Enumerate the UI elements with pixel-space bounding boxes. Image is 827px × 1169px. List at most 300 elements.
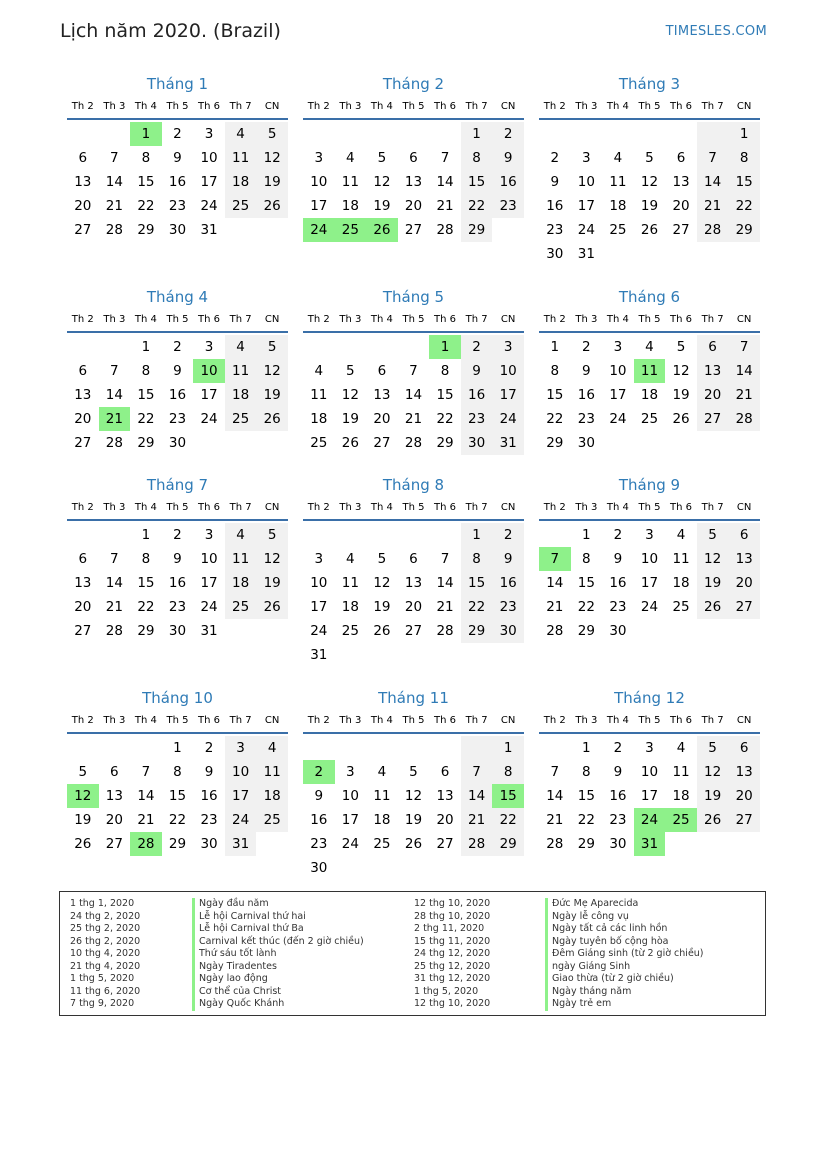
day-cell[interactable]: 26: [672, 411, 690, 427]
day-cell[interactable]: 2: [204, 740, 214, 756]
day-cell[interactable]: 2: [173, 126, 182, 142]
day-cell[interactable]: 27: [697, 407, 729, 431]
day-cell[interactable]: 8: [141, 551, 151, 567]
day-cell[interactable]: 16: [492, 571, 524, 595]
day-cell[interactable]: 21: [436, 198, 454, 214]
day-cell[interactable]: 6: [676, 150, 686, 166]
day-cell[interactable]: 11: [672, 551, 690, 567]
day-cell[interactable]: 16: [609, 575, 627, 591]
day-cell[interactable]: 17: [341, 812, 359, 828]
day-cell[interactable]: 23: [546, 222, 564, 238]
day-cell[interactable]: 7: [110, 150, 119, 166]
day-cell[interactable]: 12: [697, 760, 729, 784]
day-cell[interactable]: 14: [105, 575, 123, 591]
day-cell[interactable]: 10: [310, 174, 328, 190]
day-cell[interactable]: 26: [366, 218, 398, 242]
day-cell[interactable]: 20: [728, 571, 760, 595]
day-cell[interactable]: 18: [341, 198, 359, 214]
day-cell[interactable]: 20: [404, 198, 423, 214]
day-cell[interactable]: 3: [492, 335, 524, 359]
day-cell[interactable]: 20: [672, 198, 690, 214]
day-cell[interactable]: 28: [436, 623, 454, 639]
day-cell[interactable]: 30: [168, 222, 187, 238]
day-cell[interactable]: 21: [697, 194, 729, 218]
day-cell[interactable]: 5: [256, 122, 288, 146]
site-link[interactable]: TIMESLES.COM: [665, 24, 767, 39]
day-cell[interactable]: 1: [492, 736, 524, 760]
day-cell[interactable]: 2: [461, 335, 493, 359]
day-cell[interactable]: 1: [141, 339, 151, 355]
day-cell[interactable]: 13: [728, 760, 760, 784]
day-cell[interactable]: 29: [728, 218, 760, 242]
day-cell[interactable]: 11: [341, 174, 359, 190]
day-cell[interactable]: 13: [74, 387, 92, 403]
day-cell[interactable]: 30: [168, 435, 187, 451]
day-cell[interactable]: 4: [225, 335, 257, 359]
day-cell[interactable]: 15: [137, 174, 155, 190]
day-cell[interactable]: 21: [105, 599, 123, 615]
day-cell[interactable]: 10: [640, 764, 659, 780]
day-cell[interactable]: 4: [346, 150, 355, 166]
day-cell[interactable]: 30: [609, 623, 627, 639]
day-cell[interactable]: 8: [728, 146, 760, 170]
day-cell[interactable]: 15: [577, 575, 595, 591]
day-cell[interactable]: 18: [373, 812, 391, 828]
day-cell[interactable]: 3: [645, 740, 654, 756]
day-cell[interactable]: 20: [74, 411, 92, 427]
day-cell[interactable]: 28: [728, 407, 760, 431]
day-cell[interactable]: 5: [78, 764, 88, 780]
day-cell[interactable]: 8: [141, 363, 151, 379]
day-cell[interactable]: 18: [341, 599, 359, 615]
day-cell[interactable]: 21: [105, 198, 123, 214]
day-cell[interactable]: 24: [200, 411, 218, 427]
day-cell[interactable]: 17: [640, 575, 659, 591]
day-cell[interactable]: 3: [204, 527, 214, 543]
day-cell[interactable]: 16: [310, 812, 328, 828]
day-cell[interactable]: 11: [256, 760, 288, 784]
day-cell[interactable]: 15: [577, 788, 595, 804]
day-cell[interactable]: 4: [676, 740, 686, 756]
day-cell[interactable]: 19: [640, 198, 659, 214]
day-cell[interactable]: 13: [697, 359, 729, 383]
day-cell[interactable]: 17: [200, 174, 218, 190]
day-cell[interactable]: 13: [74, 575, 92, 591]
day-cell[interactable]: 12: [373, 174, 391, 190]
day-cell[interactable]: 14: [546, 788, 564, 804]
day-cell[interactable]: 6: [728, 736, 760, 760]
day-cell[interactable]: 10: [341, 788, 359, 804]
day-cell[interactable]: 3: [346, 764, 355, 780]
day-cell[interactable]: 15: [137, 575, 155, 591]
day-cell[interactable]: 18: [672, 788, 690, 804]
day-cell[interactable]: 25: [335, 218, 367, 242]
day-cell[interactable]: 16: [546, 198, 564, 214]
day-cell[interactable]: 2: [613, 740, 623, 756]
day-cell[interactable]: 4: [377, 764, 387, 780]
day-cell[interactable]: 15: [492, 784, 524, 808]
day-cell[interactable]: 27: [74, 623, 92, 639]
day-cell[interactable]: 14: [404, 387, 423, 403]
day-cell[interactable]: 14: [137, 788, 155, 804]
day-cell[interactable]: 2: [173, 527, 182, 543]
day-cell[interactable]: 30: [577, 435, 595, 451]
day-cell[interactable]: 24: [303, 218, 335, 242]
day-cell[interactable]: 9: [204, 764, 214, 780]
day-cell[interactable]: 24: [634, 808, 666, 832]
day-cell[interactable]: 22: [137, 599, 155, 615]
day-cell[interactable]: 10: [200, 150, 218, 166]
day-cell[interactable]: 11: [225, 547, 257, 571]
day-cell[interactable]: 9: [492, 146, 524, 170]
day-cell[interactable]: 26: [373, 623, 391, 639]
day-cell[interactable]: 18: [225, 170, 257, 194]
day-cell[interactable]: 7: [440, 150, 450, 166]
day-cell[interactable]: 21: [728, 383, 760, 407]
day-cell[interactable]: 5: [676, 339, 686, 355]
day-cell[interactable]: 17: [492, 383, 524, 407]
day-cell[interactable]: 20: [436, 812, 454, 828]
day-cell[interactable]: 9: [173, 551, 182, 567]
day-cell[interactable]: 19: [697, 784, 729, 808]
day-cell[interactable]: 12: [640, 174, 659, 190]
day-cell[interactable]: 13: [672, 174, 690, 190]
day-cell[interactable]: 13: [436, 788, 454, 804]
day-cell[interactable]: 29: [492, 832, 524, 856]
day-cell[interactable]: 28: [404, 435, 423, 451]
day-cell[interactable]: 2: [492, 523, 524, 547]
day-cell[interactable]: 25: [665, 808, 697, 832]
day-cell[interactable]: 8: [440, 363, 450, 379]
day-cell[interactable]: 26: [697, 808, 729, 832]
day-cell[interactable]: 6: [728, 523, 760, 547]
day-cell[interactable]: 16: [168, 174, 187, 190]
day-cell[interactable]: 1: [130, 122, 162, 146]
day-cell[interactable]: 5: [697, 736, 729, 760]
day-cell[interactable]: 2: [173, 339, 182, 355]
day-cell[interactable]: 16: [461, 383, 493, 407]
day-cell[interactable]: 12: [404, 788, 423, 804]
day-cell[interactable]: 29: [168, 836, 187, 852]
day-cell[interactable]: 4: [225, 122, 257, 146]
day-cell[interactable]: 18: [225, 383, 257, 407]
day-cell[interactable]: 18: [672, 575, 690, 591]
day-cell[interactable]: 18: [256, 784, 288, 808]
day-cell[interactable]: 25: [672, 599, 690, 615]
day-cell[interactable]: 19: [256, 170, 288, 194]
day-cell[interactable]: 19: [373, 198, 391, 214]
day-cell[interactable]: 11: [310, 387, 328, 403]
day-cell[interactable]: 29: [577, 623, 595, 639]
day-cell[interactable]: 30: [168, 623, 187, 639]
day-cell[interactable]: 25: [341, 623, 359, 639]
day-cell[interactable]: 24: [577, 222, 595, 238]
day-cell[interactable]: 28: [546, 836, 564, 852]
day-cell[interactable]: 20: [404, 599, 423, 615]
day-cell[interactable]: 15: [436, 387, 454, 403]
day-cell[interactable]: 28: [461, 832, 493, 856]
day-cell[interactable]: 28: [546, 623, 564, 639]
day-cell[interactable]: 21: [99, 407, 131, 431]
day-cell[interactable]: 14: [105, 387, 123, 403]
day-cell[interactable]: 25: [640, 411, 659, 427]
day-cell[interactable]: 11: [341, 575, 359, 591]
day-cell[interactable]: 28: [105, 222, 123, 238]
day-cell[interactable]: 7: [440, 551, 450, 567]
day-cell[interactable]: 3: [582, 150, 591, 166]
day-cell[interactable]: 1: [550, 339, 560, 355]
day-cell[interactable]: 17: [225, 784, 257, 808]
day-cell[interactable]: 22: [461, 194, 493, 218]
day-cell[interactable]: 5: [409, 764, 418, 780]
day-cell[interactable]: 19: [74, 812, 92, 828]
day-cell[interactable]: 8: [492, 760, 524, 784]
day-cell[interactable]: 26: [256, 407, 288, 431]
day-cell[interactable]: 3: [645, 527, 654, 543]
day-cell[interactable]: 24: [200, 599, 218, 615]
day-cell[interactable]: 8: [582, 764, 591, 780]
day-cell[interactable]: 13: [74, 174, 92, 190]
day-cell[interactable]: 28: [105, 435, 123, 451]
day-cell[interactable]: 6: [697, 335, 729, 359]
day-cell[interactable]: 7: [697, 146, 729, 170]
day-cell[interactable]: 23: [577, 411, 595, 427]
day-cell[interactable]: 30: [546, 246, 564, 262]
day-cell[interactable]: 23: [492, 595, 524, 619]
day-cell[interactable]: 15: [168, 788, 187, 804]
day-cell[interactable]: 11: [672, 764, 690, 780]
day-cell[interactable]: 15: [461, 571, 493, 595]
day-cell[interactable]: 20: [373, 411, 391, 427]
day-cell[interactable]: 1: [461, 523, 493, 547]
day-cell[interactable]: 13: [373, 387, 391, 403]
day-cell[interactable]: 24: [492, 407, 524, 431]
day-cell[interactable]: 1: [461, 122, 493, 146]
day-cell[interactable]: 17: [577, 198, 595, 214]
day-cell[interactable]: 23: [492, 194, 524, 218]
day-cell[interactable]: 3: [314, 150, 324, 166]
day-cell[interactable]: 15: [461, 170, 493, 194]
day-cell[interactable]: 17: [310, 198, 328, 214]
day-cell[interactable]: 10: [225, 760, 257, 784]
day-cell[interactable]: 5: [256, 523, 288, 547]
day-cell[interactable]: 28: [130, 832, 162, 856]
day-cell[interactable]: 28: [105, 623, 123, 639]
day-cell[interactable]: 16: [492, 170, 524, 194]
day-cell[interactable]: 3: [225, 736, 257, 760]
day-cell[interactable]: 19: [256, 571, 288, 595]
day-cell[interactable]: 15: [546, 387, 564, 403]
day-cell[interactable]: 24: [609, 411, 627, 427]
day-cell[interactable]: 31: [200, 222, 218, 238]
day-cell[interactable]: 29: [577, 836, 595, 852]
day-cell[interactable]: 25: [609, 222, 627, 238]
day-cell[interactable]: 8: [582, 551, 591, 567]
day-cell[interactable]: 9: [173, 150, 182, 166]
day-cell[interactable]: 20: [728, 784, 760, 808]
day-cell[interactable]: 8: [173, 764, 182, 780]
day-cell[interactable]: 22: [546, 411, 564, 427]
day-cell[interactable]: 4: [676, 527, 686, 543]
day-cell[interactable]: 17: [609, 387, 627, 403]
day-cell[interactable]: 16: [168, 387, 187, 403]
day-cell[interactable]: 5: [346, 363, 355, 379]
day-cell[interactable]: 7: [550, 764, 560, 780]
day-cell[interactable]: 27: [404, 222, 423, 238]
day-cell[interactable]: 12: [672, 363, 690, 379]
day-cell[interactable]: 6: [377, 363, 387, 379]
day-cell[interactable]: 10: [609, 363, 627, 379]
day-cell[interactable]: 14: [436, 174, 454, 190]
day-cell[interactable]: 26: [404, 836, 423, 852]
day-cell[interactable]: 24: [341, 836, 359, 852]
day-cell[interactable]: 20: [697, 383, 729, 407]
day-cell[interactable]: 6: [409, 150, 418, 166]
day-cell[interactable]: 1: [141, 527, 151, 543]
day-cell[interactable]: 9: [173, 363, 182, 379]
day-cell[interactable]: 14: [105, 174, 123, 190]
day-cell[interactable]: 9: [613, 551, 623, 567]
day-cell[interactable]: 26: [640, 222, 659, 238]
day-cell[interactable]: 11: [225, 146, 257, 170]
day-cell[interactable]: 11: [609, 174, 627, 190]
day-cell[interactable]: 3: [314, 551, 324, 567]
day-cell[interactable]: 4: [225, 523, 257, 547]
day-cell[interactable]: 9: [314, 788, 324, 804]
day-cell[interactable]: 22: [577, 812, 595, 828]
day-cell[interactable]: 19: [256, 383, 288, 407]
day-cell[interactable]: 1: [728, 122, 760, 146]
day-cell[interactable]: 18: [225, 571, 257, 595]
day-cell[interactable]: 29: [137, 222, 155, 238]
day-cell[interactable]: 22: [436, 411, 454, 427]
day-cell[interactable]: 25: [225, 194, 257, 218]
day-cell[interactable]: 27: [672, 222, 690, 238]
day-cell[interactable]: 23: [168, 411, 187, 427]
day-cell[interactable]: 27: [105, 836, 123, 852]
day-cell[interactable]: 1: [582, 527, 591, 543]
day-cell[interactable]: 5: [377, 551, 387, 567]
day-cell[interactable]: 30: [200, 836, 218, 852]
day-cell[interactable]: 2: [550, 150, 560, 166]
day-cell[interactable]: 22: [728, 194, 760, 218]
day-cell[interactable]: 27: [728, 808, 760, 832]
day-cell[interactable]: 19: [672, 387, 690, 403]
day-cell[interactable]: 1: [429, 335, 461, 359]
day-cell[interactable]: 27: [728, 595, 760, 619]
day-cell[interactable]: 1: [582, 740, 591, 756]
day-cell[interactable]: 21: [137, 812, 155, 828]
day-cell[interactable]: 12: [341, 387, 359, 403]
day-cell[interactable]: 28: [436, 222, 454, 238]
day-cell[interactable]: 8: [461, 146, 493, 170]
day-cell[interactable]: 19: [697, 571, 729, 595]
day-cell[interactable]: 21: [436, 599, 454, 615]
day-cell[interactable]: 9: [613, 764, 623, 780]
day-cell[interactable]: 17: [640, 788, 659, 804]
day-cell[interactable]: 9: [550, 174, 560, 190]
day-cell[interactable]: 31: [225, 832, 257, 856]
day-cell[interactable]: 2: [492, 122, 524, 146]
day-cell[interactable]: 21: [546, 812, 564, 828]
day-cell[interactable]: 22: [577, 599, 595, 615]
day-cell[interactable]: 25: [373, 836, 391, 852]
day-cell[interactable]: 7: [110, 551, 119, 567]
day-cell[interactable]: 30: [609, 836, 627, 852]
day-cell[interactable]: 2: [582, 339, 591, 355]
day-cell[interactable]: 12: [256, 146, 288, 170]
day-cell[interactable]: 18: [310, 411, 328, 427]
day-cell[interactable]: 27: [74, 222, 92, 238]
day-cell[interactable]: 23: [609, 599, 627, 615]
day-cell[interactable]: 27: [373, 435, 391, 451]
day-cell[interactable]: 4: [256, 736, 288, 760]
day-cell[interactable]: 10: [577, 174, 595, 190]
day-cell[interactable]: 17: [200, 575, 218, 591]
day-cell[interactable]: 6: [78, 551, 88, 567]
day-cell[interactable]: 25: [225, 595, 257, 619]
day-cell[interactable]: 13: [728, 547, 760, 571]
day-cell[interactable]: 4: [645, 339, 654, 355]
day-cell[interactable]: 5: [697, 523, 729, 547]
day-cell[interactable]: 17: [310, 599, 328, 615]
day-cell[interactable]: 22: [137, 198, 155, 214]
day-cell[interactable]: 21: [461, 808, 493, 832]
day-cell[interactable]: 23: [168, 198, 187, 214]
day-cell[interactable]: 16: [577, 387, 595, 403]
day-cell[interactable]: 31: [634, 832, 666, 856]
day-cell[interactable]: 27: [404, 623, 423, 639]
day-cell[interactable]: 29: [436, 435, 454, 451]
day-cell[interactable]: 8: [141, 150, 151, 166]
day-cell[interactable]: 4: [314, 363, 324, 379]
day-cell[interactable]: 7: [110, 363, 119, 379]
day-cell[interactable]: 7: [461, 760, 493, 784]
day-cell[interactable]: 22: [461, 595, 493, 619]
day-cell[interactable]: 24: [640, 599, 659, 615]
day-cell[interactable]: 10: [193, 359, 225, 383]
day-cell[interactable]: 30: [492, 619, 524, 643]
day-cell[interactable]: 15: [728, 170, 760, 194]
day-cell[interactable]: 4: [346, 551, 355, 567]
day-cell[interactable]: 10: [310, 575, 328, 591]
day-cell[interactable]: 11: [634, 359, 666, 383]
day-cell[interactable]: 14: [436, 575, 454, 591]
day-cell[interactable]: 18: [609, 198, 627, 214]
day-cell[interactable]: 16: [168, 575, 187, 591]
day-cell[interactable]: 30: [461, 431, 493, 455]
day-cell[interactable]: 7: [728, 335, 760, 359]
day-cell[interactable]: 27: [436, 836, 454, 852]
day-cell[interactable]: 28: [697, 218, 729, 242]
day-cell[interactable]: 4: [613, 150, 623, 166]
day-cell[interactable]: 13: [404, 174, 423, 190]
day-cell[interactable]: 29: [546, 435, 564, 451]
day-cell[interactable]: 23: [609, 812, 627, 828]
day-cell[interactable]: 3: [613, 339, 623, 355]
day-cell[interactable]: 29: [461, 218, 493, 242]
day-cell[interactable]: 22: [137, 411, 155, 427]
day-cell[interactable]: 6: [110, 764, 119, 780]
day-cell[interactable]: 20: [74, 198, 92, 214]
day-cell[interactable]: 6: [78, 363, 88, 379]
day-cell[interactable]: 7: [409, 363, 418, 379]
day-cell[interactable]: 29: [137, 435, 155, 451]
day-cell[interactable]: 12: [67, 784, 99, 808]
day-cell[interactable]: 11: [225, 359, 257, 383]
day-cell[interactable]: 29: [137, 623, 155, 639]
day-cell[interactable]: 21: [404, 411, 423, 427]
